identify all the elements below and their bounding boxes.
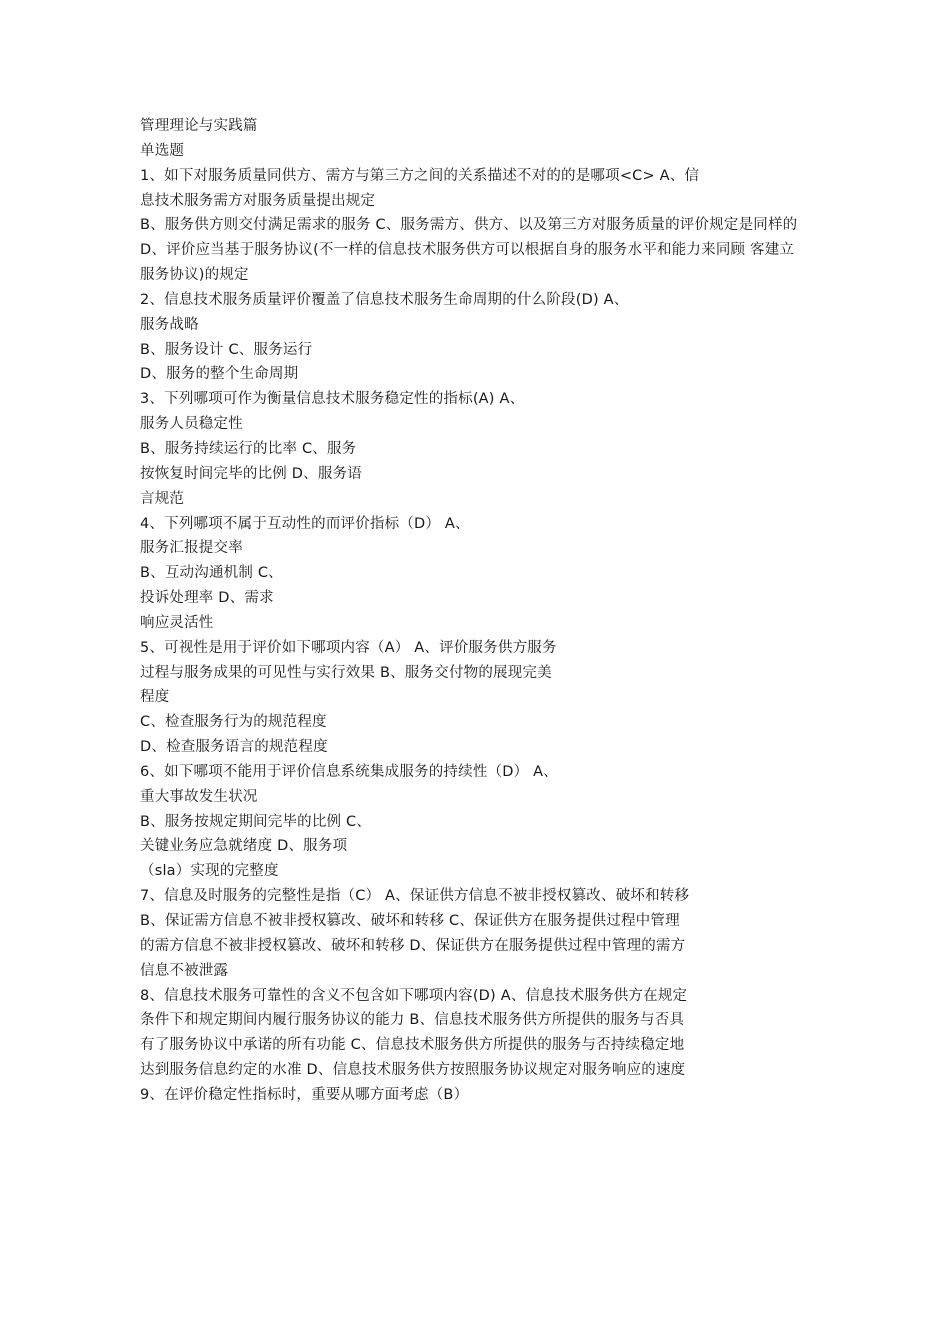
text-line: 服务人员稳定性	[140, 416, 243, 433]
text-line: 息技术服务需方对服务质量提出规定	[140, 192, 376, 209]
text-line: 5、可视性是用于评价如下哪项内容（A） A、评价服务供方服务	[140, 639, 557, 656]
section-subtitle: 单选题	[140, 142, 185, 159]
text-line: D、服务的整个生命周期	[140, 366, 299, 383]
text-line: 重大事故发生状况	[140, 788, 258, 805]
text-line: 按恢复时间完毕的比例 D、服务语	[140, 465, 362, 482]
text-line: B、服务按规定期间完毕的比例 C、	[140, 813, 372, 830]
text-line: 6、如下哪项不能用于评价信息系统集成服务的持续性（D） A、	[140, 763, 558, 780]
text-line: 3、下列哪项可作为衡量信息技术服务稳定性的指标(A) A、	[140, 391, 525, 408]
text-line: 8、信息技术服务可靠性的含义不包含如下哪项内容(D) A、信息技术服务供方在规定	[140, 987, 688, 1004]
text-line: 关键业务应急就绪度 D、服务项	[140, 838, 348, 855]
text-line: 1、如下对服务质量同供方、需方与第三方之间的关系描述不对的的是哪项<C> A、信	[140, 167, 700, 184]
text-line: 服务协议)的规定	[140, 267, 249, 284]
text-line: 9、在评价稳定性指标时，重要从哪方面考虑（B）	[140, 1086, 469, 1103]
text-line: D、检查服务语言的规范程度	[140, 739, 328, 756]
text-line: B、保证需方信息不被非授权篡改、破坏和转移 C、保证供方在服务提供过程中管理	[140, 913, 680, 929]
text-line: 服务战略	[140, 316, 199, 333]
text-line: 程度	[140, 689, 170, 706]
text-line: D、评价应当基于服务协议(不一样的信息技术服务供方可以根据自身的服务水平和能力来同顾 客建立	[140, 242, 795, 259]
text-line: C、检查服务行为的规范程度	[140, 714, 327, 731]
text-line: 投诉处理率 D、需求	[140, 590, 274, 607]
text-line: B、服务设计 C、服务运行	[140, 341, 313, 358]
text-line: B、服务持续运行的比率 C、服务	[140, 440, 357, 457]
text-line: 2、信息技术服务质量评价覆盖了信息技术服务生命周期的什么阶段(D) A、	[140, 291, 629, 308]
document-body	[140, 114, 845, 1108]
text-line: 有了服务协议中承诺的所有功能 C、信息技术服务供方所提供的服务与否持续稳定地	[140, 1037, 685, 1054]
text-line: 响应灵活性	[140, 614, 214, 631]
text-line: 7、信息及时服务的完整性是指（C） A、保证供方信息不被非授权篡改、破坏和转移	[140, 888, 690, 905]
text-line: 服务汇报提交率	[140, 540, 243, 557]
text-line: 的需方信息不被非授权篡改、破坏和转移 D、保证供方在服务提供过程中管理的需方	[140, 937, 686, 954]
text-line: 条件下和规定期间内履行服务协议的能力 B、信息技术服务供方所提供的服务与否具	[140, 1012, 685, 1029]
text-line: （sla）实现的完整度	[140, 863, 279, 880]
text-line: 信息不被泄露	[140, 962, 229, 979]
text-line: 4、下列哪项不属于互动性的而评价指标（D） A、	[140, 515, 470, 532]
text-line: 言规范	[140, 490, 185, 507]
text-line: 达到服务信息约定的水准 D、信息技术服务供方按照服务协议规定对服务响应的速度	[140, 1062, 686, 1079]
text-line: B、服务供方则交付满足需求的服务 C、服务需方、供方、以及第三方对服务质量的评价规定是同样的	[140, 217, 798, 234]
text-line: 过程与服务成果的可见性与实行效果 B、服务交付物的展现完美	[140, 664, 552, 681]
section-title: 管理理论与实践篇	[140, 118, 258, 134]
text-line: B、互动沟通机制 C、	[140, 565, 283, 582]
